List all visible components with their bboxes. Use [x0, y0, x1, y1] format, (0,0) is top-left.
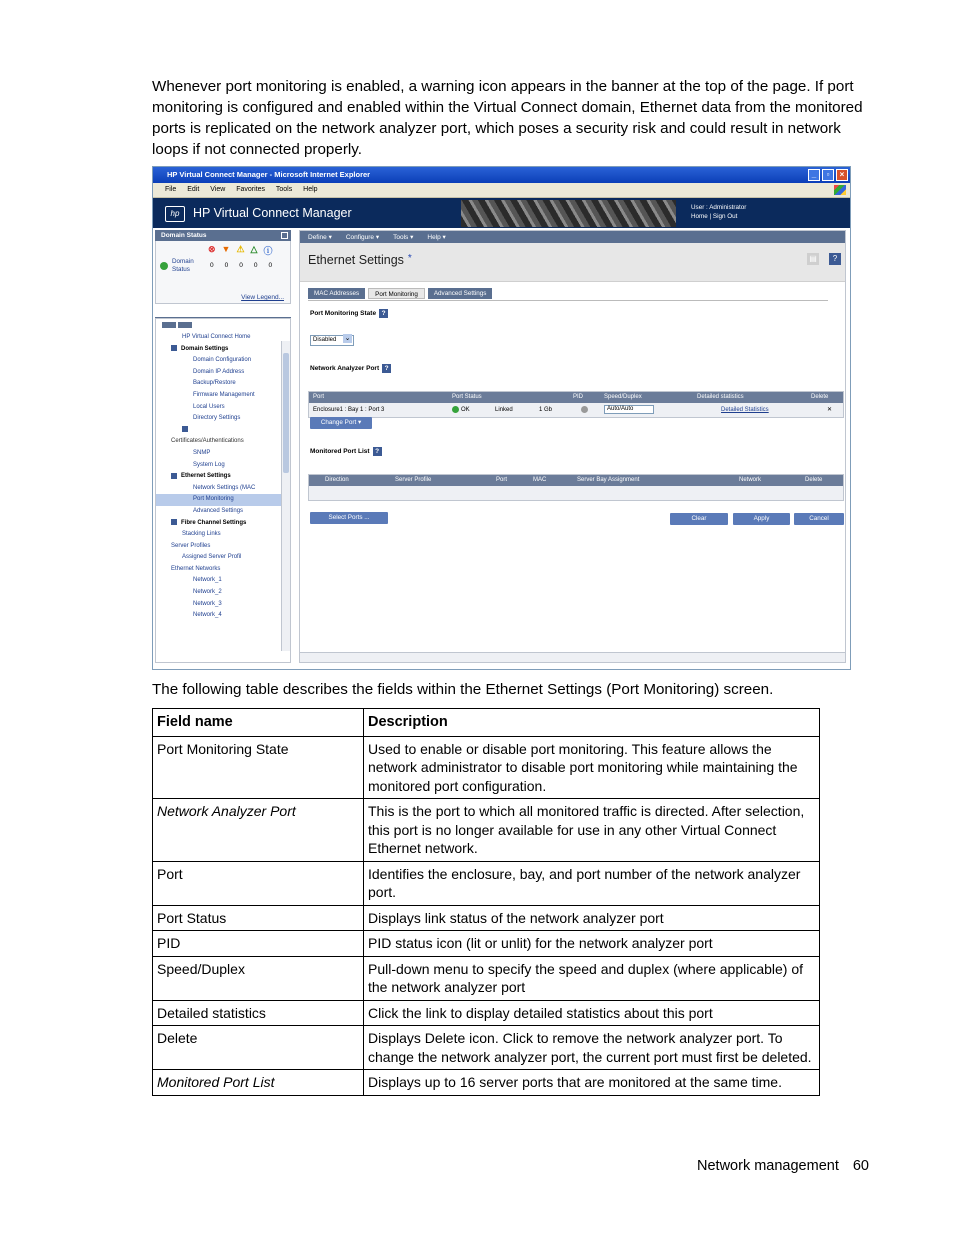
- menu-tools-app[interactable]: Tools ▾: [393, 234, 414, 241]
- col-delete-mon: Delete: [805, 477, 823, 483]
- field-name-cell: PID: [153, 931, 364, 957]
- pid-icon: [581, 403, 588, 417]
- col-network: Network: [739, 477, 762, 483]
- col-server-profile: Server Profile: [395, 477, 432, 483]
- col-mac: MAC: [533, 477, 547, 483]
- page-number: 60: [852, 1158, 869, 1174]
- apply-button[interactable]: Apply: [733, 513, 790, 525]
- field-name-cell: Speed/Duplex: [153, 956, 364, 1000]
- user-links[interactable]: Home | Sign Out: [691, 213, 738, 220]
- unsaved-star: *: [407, 253, 412, 264]
- table-row: [153, 861, 820, 905]
- description-cell: Used to enable or disable port monitoring. This feature allows the network administrator to disable port monitoring while maintaining the monitored port configuration.: [364, 736, 820, 799]
- tree-item-label: HP Virtual Connect Home: [182, 334, 251, 340]
- select-ports-button[interactable]: Select Ports ...: [310, 512, 388, 524]
- tree-item-label: Firmware Management: [193, 391, 255, 398]
- tree-item[interactable]: [156, 541, 290, 553]
- tree-item[interactable]: [156, 564, 290, 576]
- window-title-bar: [153, 167, 850, 183]
- tree-item[interactable]: [156, 425, 290, 437]
- monitored-empty-row: [309, 486, 843, 500]
- tree-item[interactable]: [156, 610, 290, 622]
- tab-mac-addresses[interactable]: MAC Addresses: [308, 288, 365, 299]
- expand-icon[interactable]: [182, 426, 188, 432]
- tree-item[interactable]: [156, 494, 290, 506]
- table-row: [153, 1070, 820, 1096]
- tree-item[interactable]: [156, 575, 290, 587]
- status-icons: [208, 244, 272, 257]
- detailed-statistics-link[interactable]: Detailed Statistics: [721, 407, 769, 413]
- page-title: Ethernet Settings *: [308, 253, 412, 267]
- tree-item[interactable]: [156, 518, 290, 530]
- cancel-button[interactable]: Cancel: [794, 513, 844, 525]
- app-banner: [153, 198, 850, 228]
- tree-item-label: Stacking Links: [182, 531, 221, 538]
- user-box: [691, 203, 746, 221]
- tree-item-label: Network_3: [193, 600, 222, 607]
- linked-value: Linked: [495, 407, 513, 413]
- state-select[interactable]: Disabled ⌄: [310, 335, 354, 346]
- table-row: [153, 736, 820, 799]
- header-field-name: Field name: [153, 709, 364, 737]
- tree-item-label: Advanced Settings: [193, 507, 244, 514]
- table-row: [153, 1026, 820, 1070]
- hp-logo-icon: hp: [165, 206, 185, 222]
- header-description: Description: [364, 709, 820, 737]
- count-critical: 0: [210, 262, 214, 269]
- window-title: HP Virtual Connect Manager - Microsoft Internet Explorer: [167, 170, 371, 179]
- windows-flag-icon: [834, 185, 846, 195]
- count-info: 0: [268, 262, 273, 269]
- field-name-cell: Port Status: [153, 905, 364, 931]
- domain-status-label: Domain Status: [172, 258, 194, 273]
- description-cell: Displays Delete icon. Click to remove the network analyzer port. To change the network analyzer port, the current port must first be deleted.: [364, 1026, 820, 1070]
- port-monitoring-state-label: Port Monitoring State ?: [310, 309, 388, 318]
- tree-item-label: Ethernet Settings: [181, 473, 231, 480]
- print-icon[interactable]: ▤: [807, 253, 819, 265]
- main-toolbar: [300, 231, 845, 243]
- help-icon[interactable]: ?: [373, 447, 382, 456]
- port-value: Enclosure1 : Bay 1 : Port 3: [313, 407, 385, 413]
- status-ok-icon: [160, 262, 168, 270]
- tree-item[interactable]: [156, 599, 290, 611]
- tree-item-label: Server Profiles: [171, 542, 211, 549]
- minimize-icon[interactable]: _: [808, 169, 820, 181]
- tree-item-label: Backup/Restore: [193, 380, 236, 387]
- tree-item-label: Fibre Channel Settings: [181, 519, 247, 526]
- table-row: [153, 799, 820, 862]
- tree-item[interactable]: [156, 471, 290, 483]
- table-header-row: [153, 709, 820, 737]
- warning-icon: △: [250, 244, 258, 254]
- tree-item[interactable]: [156, 587, 290, 599]
- tree-item[interactable]: [156, 413, 290, 425]
- table-row: [153, 1000, 820, 1026]
- menu-help[interactable]: Help: [303, 186, 318, 193]
- domain-status-box: [155, 241, 291, 304]
- table-caption: The following table describes the fields within the Ethernet Settings (Port Monitoring) screen.: [152, 681, 774, 698]
- menu-favorites[interactable]: Favorites: [236, 186, 266, 193]
- tree-item-label: System Log: [193, 461, 225, 468]
- expand-icon[interactable]: [171, 519, 177, 525]
- tree-item-label: Domain Configuration: [193, 357, 252, 364]
- collapse-icon[interactable]: [281, 232, 288, 239]
- page-header: [300, 243, 845, 282]
- tree-item[interactable]: [156, 402, 290, 414]
- expand-collapse-buttons[interactable]: [156, 319, 290, 332]
- tree-item[interactable]: [156, 448, 290, 460]
- description-cell: PID status icon (lit or unlit) for the network analyzer port: [364, 931, 820, 957]
- speed-value: 1 Gb: [539, 407, 553, 413]
- table-body: [153, 736, 820, 1095]
- tree-item-label: Ethernet Networks: [171, 565, 221, 572]
- tree-item-label: Domain IP Address: [193, 368, 245, 375]
- close-icon[interactable]: ×: [836, 169, 848, 181]
- tab-port-monitoring[interactable]: Port Monitoring: [368, 288, 425, 299]
- tree-item[interactable]: [156, 390, 290, 402]
- description-cell: Displays link status of the network analyzer port: [364, 905, 820, 931]
- critical-icon: ⊗: [208, 244, 216, 254]
- minor-icon: ⚠: [236, 244, 245, 254]
- ok-icon: [452, 406, 459, 413]
- menu-configure[interactable]: Configure ▾: [345, 234, 380, 241]
- tree-item-label: Local Users: [193, 403, 225, 410]
- help-icon[interactable]: ?: [379, 309, 388, 318]
- col-direction: Direction: [325, 477, 349, 483]
- main-scrollbar[interactable]: [300, 652, 845, 662]
- monitored-header: [309, 475, 843, 486]
- monitored-grid: [308, 474, 844, 501]
- speed-duplex-select[interactable]: Auto/Auto: [604, 403, 654, 417]
- field-name-cell: Delete: [153, 1026, 364, 1070]
- footer-section: Network management: [697, 1158, 839, 1174]
- app-title: HP Virtual Connect Manager: [193, 206, 352, 220]
- intro-paragraph: Whenever port monitoring is enabled, a warning icon appears in the banner at the top of the page. If port monitoring is configured and enabled within the Virtual Connect domain, Ethernet data from the monitored ports is replicated on the network analyzer port, which poses a security risk and could result in network loops if not connected properly.: [152, 78, 863, 158]
- port-status-value: OK: [452, 403, 470, 417]
- col-port-mon: Port: [496, 477, 508, 483]
- field-name-cell: Detailed statistics: [153, 1000, 364, 1026]
- tree-list: [156, 332, 290, 622]
- analyzer-header: [309, 392, 843, 403]
- tree-item-label: Directory Settings: [193, 415, 241, 422]
- expand-icon[interactable]: [171, 473, 177, 479]
- tree-item-label: Certificates/Authentications: [171, 438, 244, 445]
- status-counts: [210, 262, 272, 269]
- main-pane: [299, 230, 846, 663]
- menu-file[interactable]: File: [165, 186, 177, 193]
- help-icon[interactable]: ?: [382, 364, 391, 373]
- delete-icon[interactable]: ✕: [827, 407, 833, 413]
- tree-item[interactable]: [156, 506, 290, 518]
- clear-button[interactable]: Clear: [670, 513, 728, 525]
- field-name-cell: Port: [153, 861, 364, 905]
- left-pane: [155, 230, 291, 663]
- count-warning: 0: [253, 262, 258, 269]
- tab-advanced-settings[interactable]: Advanced Settings: [428, 288, 493, 299]
- field-name-cell: Network Analyzer Port: [153, 799, 364, 862]
- tab-bar: [308, 288, 492, 299]
- menu-tools[interactable]: Tools: [275, 186, 293, 193]
- table-row: [153, 931, 820, 957]
- screenshot-vc-manager: [152, 166, 851, 670]
- major-icon: ▼: [221, 244, 231, 254]
- tree-item[interactable]: [156, 460, 290, 472]
- view-legend-link[interactable]: View Legend...: [241, 294, 284, 301]
- description-cell: Displays up to 16 server ports that are monitored at the same time.: [364, 1070, 820, 1096]
- info-icon: ⓘ: [263, 246, 273, 256]
- description-cell: This is the port to which all monitored traffic is directed. After selection, this port is no longer available for use in any other Virtual Connect Ethernet network.: [364, 799, 820, 862]
- count-minor: 0: [239, 262, 243, 269]
- tree-item-label: Port Monitoring: [193, 496, 234, 503]
- network-analyzer-port-label: Network Analyzer Port ?: [310, 364, 391, 373]
- restore-icon[interactable]: ▫: [822, 169, 834, 181]
- browser-menu: [153, 183, 850, 198]
- col-detailed-statistics: Detailed statistics: [697, 394, 744, 400]
- description-cell: Pull-down menu to specify the speed and duplex (where applicable) of the network analyzer port: [364, 956, 820, 1000]
- tree-item[interactable]: [156, 355, 290, 367]
- col-server-bay: Server Bay Assignment: [577, 477, 640, 483]
- field-name-cell: Monitored Port List: [153, 1070, 364, 1096]
- banner-image: [461, 200, 676, 227]
- table-row: [153, 956, 820, 1000]
- change-port-button[interactable]: Change Port ▾: [310, 417, 372, 429]
- menu-edit[interactable]: Edit: [187, 186, 200, 193]
- tree-item[interactable]: [156, 367, 290, 379]
- description-cell: Click the link to display detailed statistics about this port: [364, 1000, 820, 1026]
- user-line: User : Administrator: [691, 204, 747, 211]
- tree-item[interactable]: [156, 483, 290, 495]
- fields-table: [152, 708, 820, 1096]
- domain-status-header: [155, 230, 291, 241]
- tree-item[interactable]: [156, 378, 290, 390]
- tree-item-label: Network_2: [193, 589, 222, 596]
- nav-tree: [155, 318, 291, 663]
- menu-define[interactable]: Define ▾: [308, 234, 332, 241]
- tree-item-label: Network_1: [193, 577, 222, 584]
- tree-scrollbar[interactable]: [281, 341, 290, 651]
- menu-help-app[interactable]: Help ▾: [427, 234, 446, 241]
- tree-item[interactable]: [156, 436, 290, 448]
- tree-item[interactable]: [156, 552, 290, 564]
- count-major: 0: [224, 262, 229, 269]
- expand-icon[interactable]: [171, 345, 177, 351]
- col-port-status: Port Status: [452, 394, 482, 400]
- tree-item[interactable]: [156, 332, 290, 344]
- monitored-port-list-label: Monitored Port List ?: [310, 447, 382, 456]
- col-speed-duplex: Speed/Duplex: [604, 394, 642, 400]
- tree-item-label: Network Settings (MAC: [193, 484, 256, 491]
- tree-item[interactable]: [156, 529, 290, 541]
- tree-item-label: Network_4: [193, 612, 222, 619]
- tree-item-label: SNMP: [193, 449, 211, 456]
- page-footer: [697, 1158, 869, 1174]
- col-pid: PID: [573, 394, 584, 400]
- col-port: Port: [313, 394, 325, 400]
- domain-status-title: Domain Status: [161, 232, 207, 239]
- description-cell: Identifies the enclosure, bay, and port number of the network analyzer port.: [364, 861, 820, 905]
- help-icon[interactable]: ?: [829, 253, 841, 265]
- analyzer-row: [309, 403, 843, 417]
- tree-item-label: Domain Settings: [181, 345, 229, 352]
- field-name-cell: Port Monitoring State: [153, 736, 364, 799]
- tree-item[interactable]: [156, 344, 290, 356]
- table-row: [153, 905, 820, 931]
- domain-status-link[interactable]: [160, 258, 196, 274]
- col-delete: Delete: [811, 394, 829, 400]
- analyzer-grid: [308, 391, 844, 418]
- tree-item-label: Assigned Server Profil: [182, 554, 242, 561]
- menu-view[interactable]: View: [210, 186, 226, 193]
